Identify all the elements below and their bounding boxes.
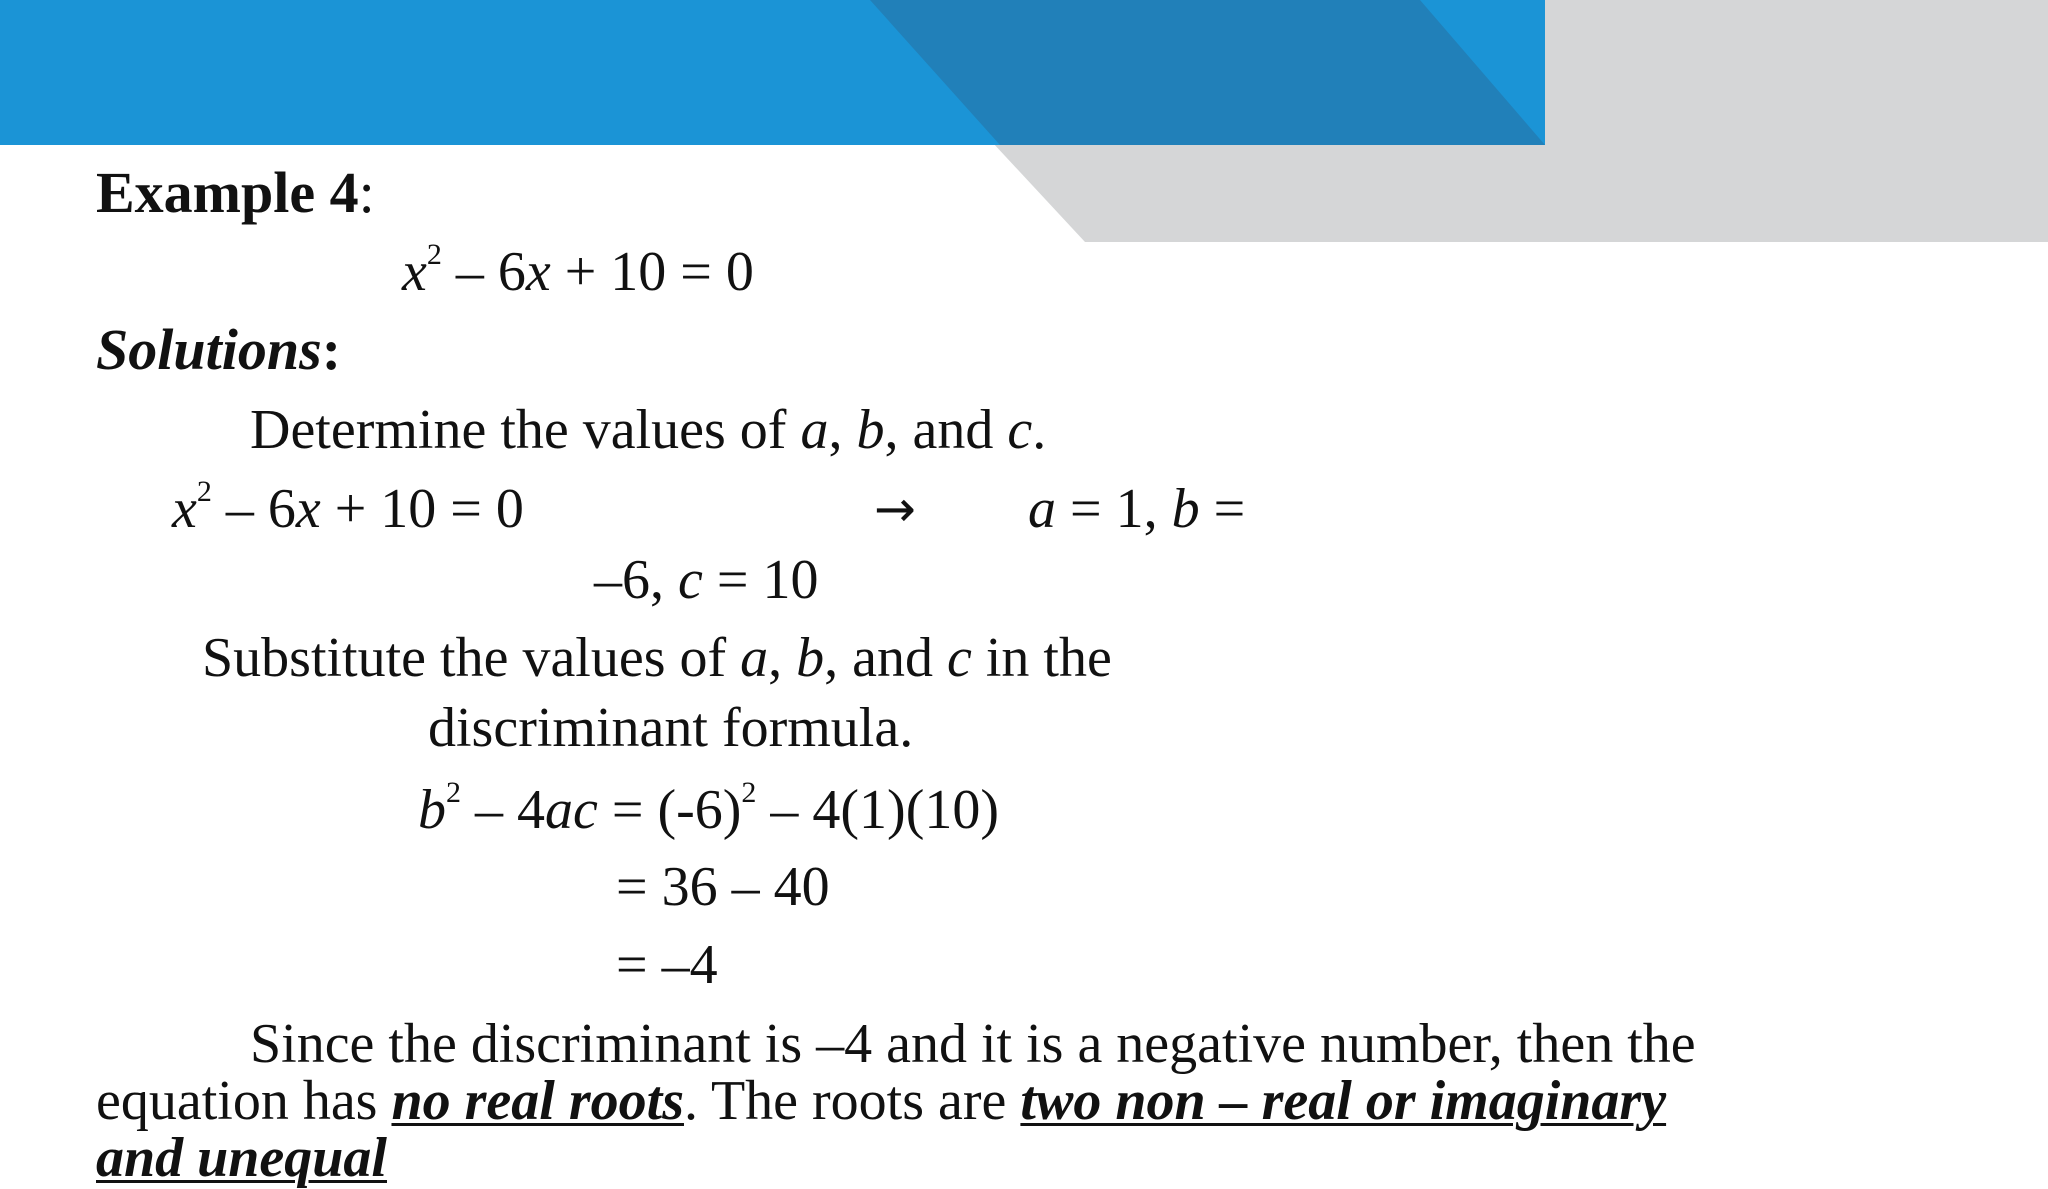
discriminant-calculation: $b^2 - 4ac = (-6)^2 - 4(1)(10)$ xyxy=(418,776,999,841)
example-heading: Example 4: xyxy=(96,160,375,225)
conclusion-line-2: equation has no real roots. The roots are two non – real or imaginary xyxy=(96,1070,1667,1132)
conclusion-line-1: Since the discriminant is –4 and it is a negative number, then the xyxy=(250,1013,1696,1075)
conclusion-line-3: and unequal xyxy=(96,1127,387,1189)
step-substitute: Substitute the values of a, b, and c in the xyxy=(202,627,1112,689)
coefficient-values: a = 1, b = xyxy=(1028,478,1246,540)
calculation-result: = –4 xyxy=(616,934,718,996)
step-equation: $x^2 - 6x + 10 = 0$ xyxy=(172,475,524,540)
coefficient-values-continued: –6, c = 10 xyxy=(594,549,819,611)
step-determine-values: Determine the values of a, b, and c. xyxy=(250,399,1047,461)
problem-equation: $x^2 - 6x + 10 = 0$ xyxy=(402,238,754,303)
solutions-heading: Solutions: xyxy=(96,317,342,382)
step-substitute-continued: discriminant formula. xyxy=(428,697,914,759)
calculation-step-2: = 36 – 40 xyxy=(616,856,830,918)
right-arrow-icon: → xyxy=(874,480,916,538)
